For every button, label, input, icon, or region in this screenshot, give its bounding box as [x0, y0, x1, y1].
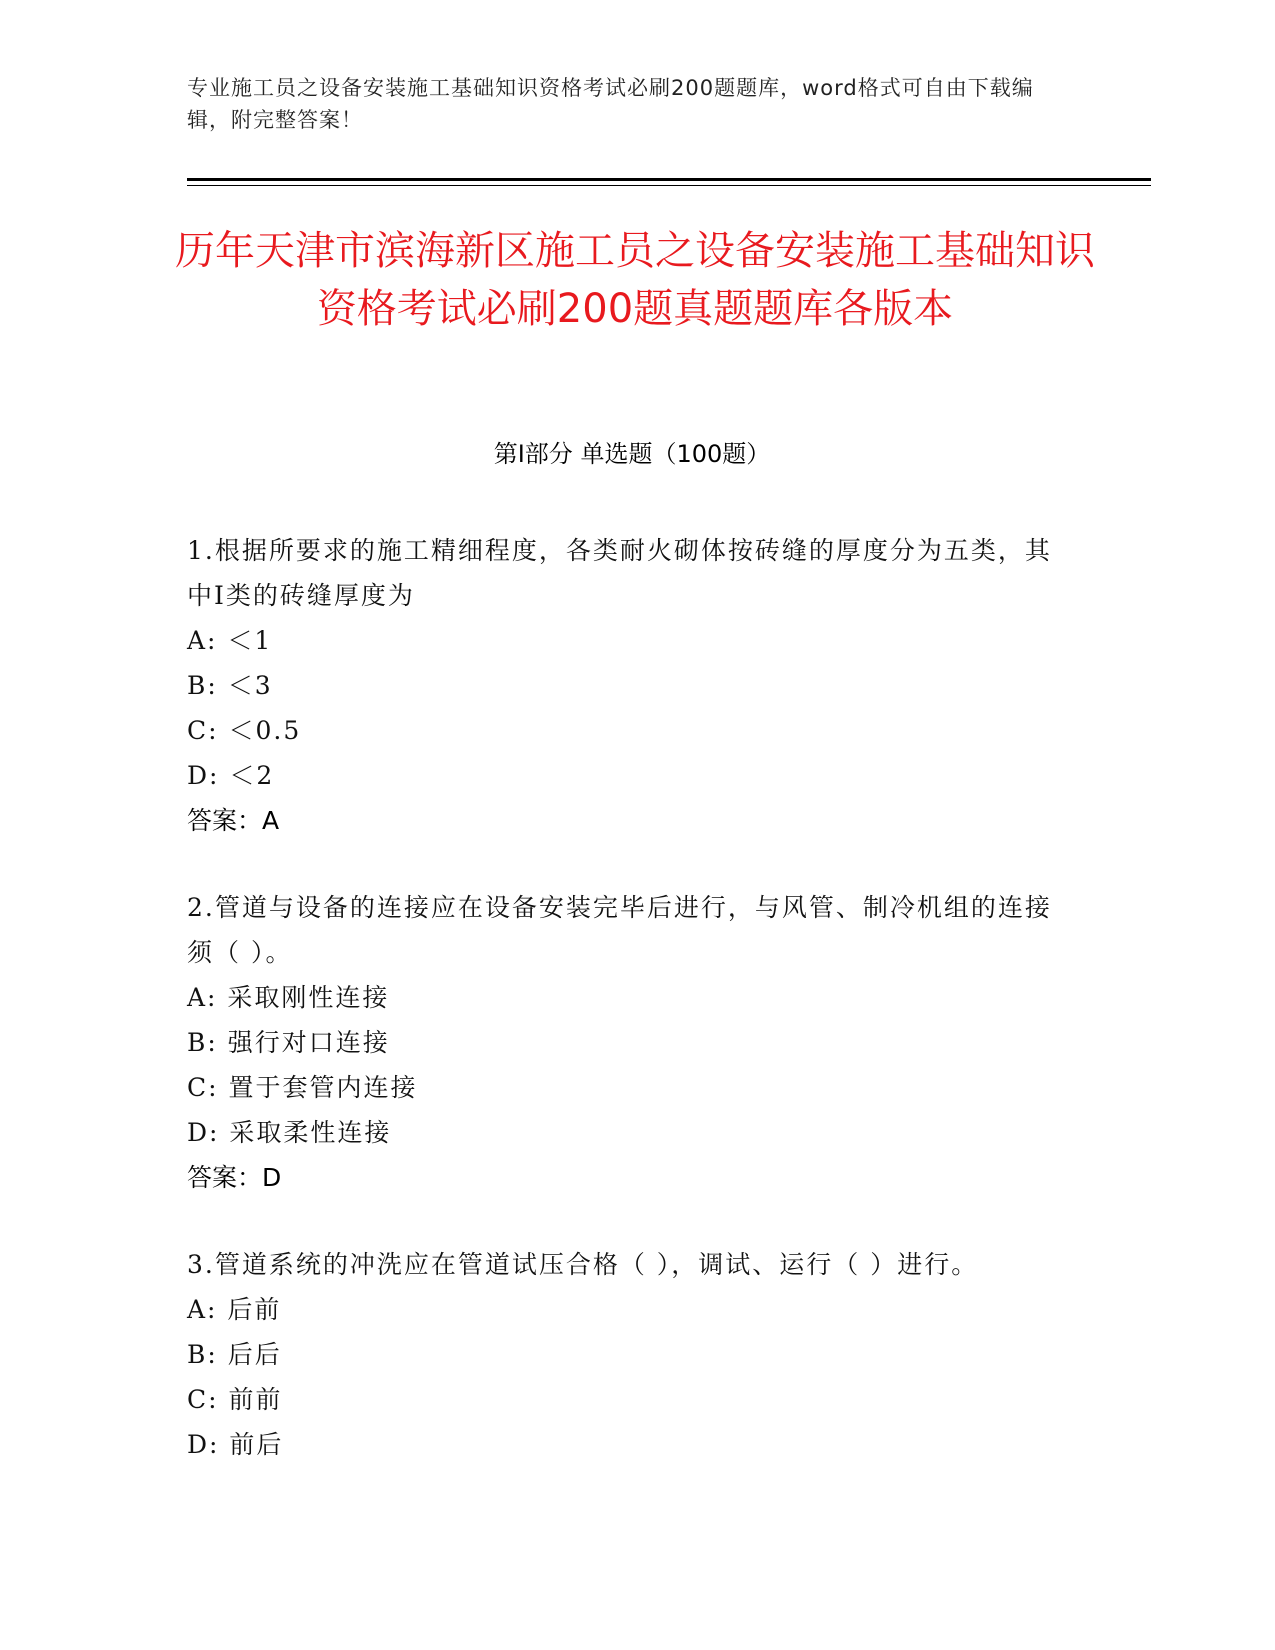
option-b: B: 强行对口连接 [187, 1028, 390, 1057]
option-a: A: 后前 [187, 1295, 282, 1324]
option-a: A: 采取刚性连接 [187, 983, 390, 1012]
question-text: 2.管道与设备的连接应在设备安装完毕后进行，与风管、制冷机组的连接须（ ）。 [187, 893, 1052, 967]
option-d: D: ＜2 [187, 761, 275, 790]
option-c: C: 置于套管内连接 [187, 1073, 418, 1102]
option-c: C: ＜0.5 [187, 716, 302, 745]
question-3 [187, 1242, 1067, 1467]
question-text: 1.根据所要求的施工精细程度，各类耐火砌体按砖缝的厚度分为五类，其中Ⅰ类的砖缝厚度为 [187, 536, 1052, 610]
option-c: C: 前前 [187, 1385, 283, 1414]
question-2 [187, 885, 1067, 1200]
header-divider-thin [187, 185, 1151, 186]
question-1 [187, 528, 1067, 843]
option-a: A: ＜1 [187, 626, 273, 655]
section-title: 第Ⅰ部分 单选题（100题） [493, 440, 771, 468]
option-d: D: 前后 [187, 1430, 284, 1459]
option-b: B: 后后 [187, 1340, 282, 1369]
option-b: B: ＜3 [187, 671, 273, 700]
answer: 答案：A [187, 806, 280, 835]
question-list [187, 528, 1067, 1509]
document-title: 历年天津市滨海新区施工员之设备安装施工基础知识资格考试必刷200题真题题库各版本 [175, 228, 1095, 332]
answer: 答案：D [187, 1163, 282, 1192]
question-text: 3.管道系统的冲洗应在管道试压合格（ ），调试、运行（ ）进行。 [187, 1250, 979, 1279]
header-note: 专业施工员之设备安装施工基础知识资格考试必刷200题题库，word格式可自由下载编辑，附完整答案！ [187, 76, 1034, 132]
option-d: D: 采取柔性连接 [187, 1118, 392, 1147]
header-divider-thick [187, 178, 1151, 181]
